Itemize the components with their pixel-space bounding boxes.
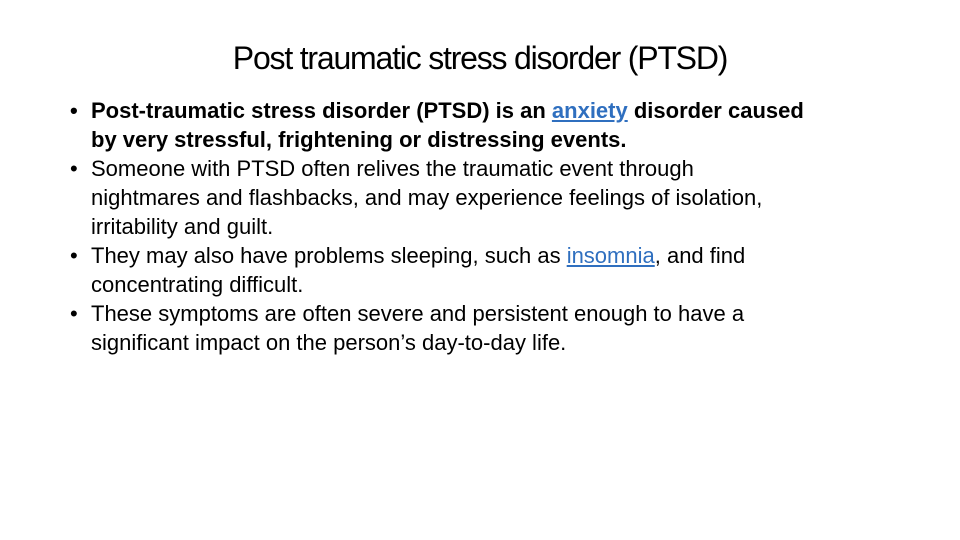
- text-segment: disorder caused: [627, 98, 804, 123]
- bullet-icon: •: [70, 98, 78, 123]
- insomnia-link[interactable]: insomnia: [566, 243, 655, 268]
- bullet-item-4: [68, 299, 888, 357]
- bullet-4-line-2: significant impact on the person’s day-to-day life.: [91, 330, 567, 355]
- text-segment: Post-traumatic stress disorder (PTSD) is an: [91, 98, 552, 123]
- bullet-2-line-3: irritability and guilt.: [91, 214, 274, 239]
- bullet-1-line-2: by very stressful, frightening or distressing events.: [91, 127, 627, 152]
- bullet-icon: •: [70, 301, 78, 326]
- bullet-item-1: [68, 96, 888, 154]
- bullet-3-line-2: concentrating difficult.: [91, 272, 304, 297]
- slide-title: Post traumatic stress disorder (PTSD): [232, 40, 728, 76]
- bullet-4-line-1: These symptoms are often severe and persistent enough to have a: [91, 301, 745, 326]
- text-segment: , and find: [654, 243, 746, 268]
- bullet-list: [68, 96, 888, 357]
- bullet-2-line-2: nightmares and flashbacks, and may experience feelings of isolation,: [91, 185, 763, 210]
- bullet-3-line-1: [91, 241, 888, 270]
- bullet-1-line-1: [91, 96, 888, 125]
- text-segment: They may also have problems sleeping, such as: [91, 243, 567, 268]
- bullet-icon: •: [70, 243, 78, 268]
- anxiety-link[interactable]: anxiety: [551, 98, 628, 123]
- bullet-item-3: [68, 241, 888, 299]
- bullet-item-2: [68, 154, 888, 241]
- bullet-icon: •: [70, 156, 78, 181]
- bullet-2-line-1: Someone with PTSD often relives the traumatic event through: [91, 156, 694, 181]
